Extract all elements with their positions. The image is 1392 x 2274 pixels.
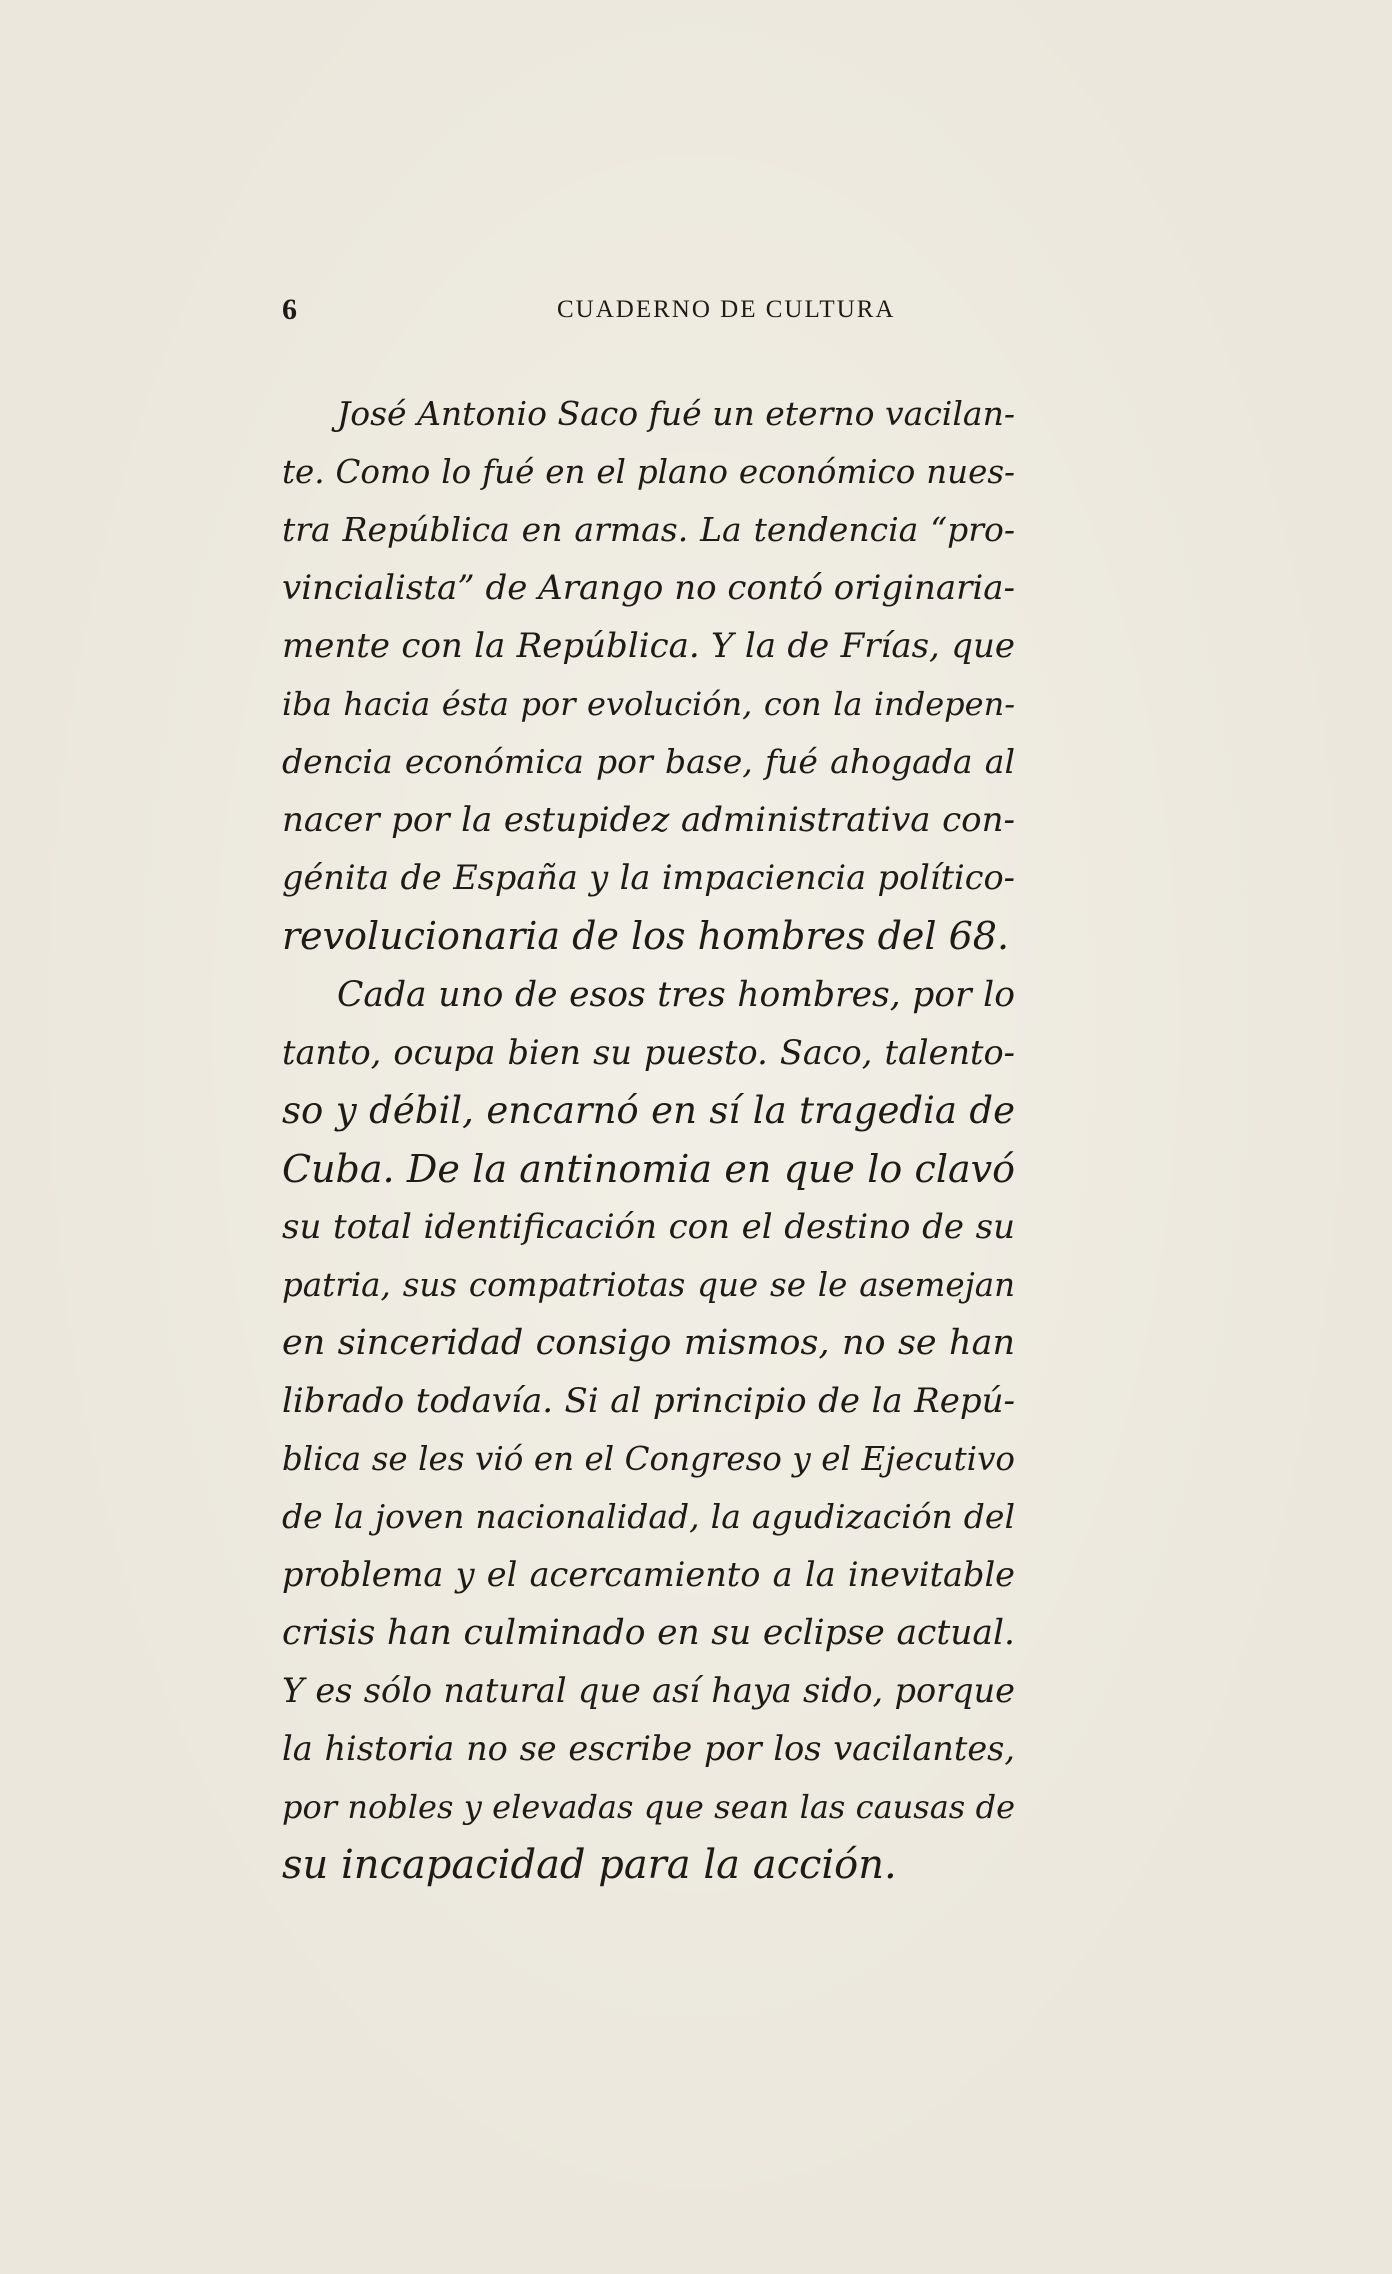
text-line: so y débil, encarnó en sí la tragedia de	[282, 1089, 1015, 1132]
text-line: vincialista” de Arango no contó originaria-	[282, 568, 1016, 608]
running-title: CUADERNO DE CULTURA	[557, 296, 896, 323]
text-line: José Antonio Saco fué un eterno vacilan-	[337, 394, 1015, 433]
page-number: 6	[282, 293, 297, 326]
text-line: blica se les vió en el Congreso y el Ejecutivo	[282, 1440, 1015, 1478]
text-line: te. Como lo fué en el plano económico nues-	[282, 453, 1015, 491]
text-line: librado todavía. Si al principio de la Repú-	[282, 1381, 1015, 1421]
text-line: dencia económica por base, fué ahogada al	[282, 742, 1015, 781]
text-line: en sinceridad consigo mismos, no se han	[282, 1323, 1015, 1363]
text-line: de la joven nacionalidad, la agudización del	[282, 1497, 1015, 1536]
text-line: Cuba. De la antinomia en que lo clavó	[282, 1147, 1015, 1191]
text-line: crisis han culminado en su eclipse actual.	[282, 1613, 1015, 1653]
text-line: patria, sus compatriotas que se le asemejan	[282, 1266, 1015, 1304]
text-line: tra República en armas. La tendencia “pro-	[282, 510, 1015, 549]
text-line: génita de España y la impaciencia político-	[282, 858, 1015, 897]
text-line: Y es sólo natural que así haya sido, porque	[282, 1671, 1015, 1710]
text-line: nacer por la estupidez administrativa con-	[282, 800, 1015, 840]
text-line: mente con la República. Y la de Frías, que	[282, 626, 1015, 666]
text-line: tanto, ocupa bien su puesto. Saco, talento-	[282, 1033, 1015, 1072]
text-line: Cada uno de esos tres hombres, por lo	[337, 975, 1015, 1015]
text-line: la historia no se escribe por los vacilantes,	[282, 1729, 1015, 1768]
text-line: iba hacia ésta por evolución, con la indepen-	[282, 685, 1015, 723]
paragraph-2	[282, 966, 1015, 1894]
text-line: revolucionaria de los hombres del 68.	[282, 914, 1010, 958]
running-head	[282, 290, 1015, 330]
text-line: su total identificación con el destino de su	[282, 1207, 1015, 1247]
body-text	[282, 385, 1015, 1894]
paragraph-1	[282, 385, 1015, 965]
text-line: por nobles y elevadas que sean las causas de	[282, 1788, 1015, 1826]
text-line: problema y el acercamiento a la inevitable	[282, 1555, 1015, 1594]
text-line: su incapacidad para la acción.	[282, 1842, 897, 1888]
